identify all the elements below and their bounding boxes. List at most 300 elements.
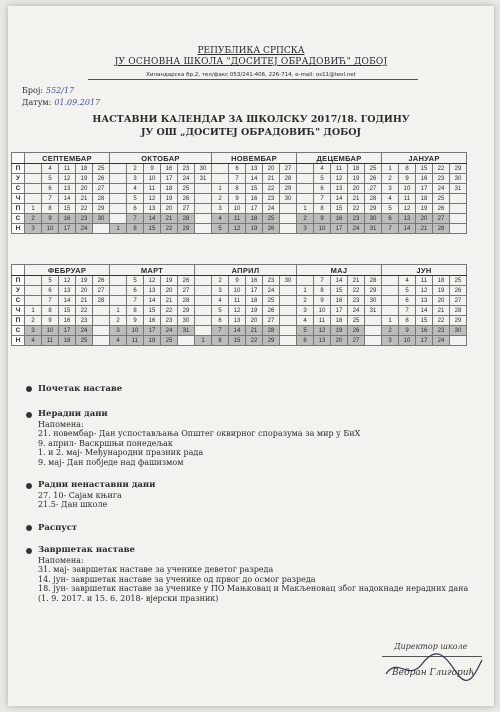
calendar-day-cell: 30 — [450, 174, 467, 184]
calendar-day-cell: 24 — [263, 286, 280, 296]
calendar-day-cell — [110, 214, 127, 224]
calendar-day-cell: 28 — [178, 214, 195, 224]
calendar-day-cell: 3 — [212, 286, 229, 296]
calendar-day-cell: 1 — [195, 336, 212, 346]
calendar-day-cell: 14 — [59, 194, 76, 204]
calendar-day-cell: 13 — [331, 184, 348, 194]
month-header: ЈУН — [382, 265, 467, 276]
calendar-day-cell: 5 — [297, 326, 314, 336]
calendar-day-cell: 10 — [314, 306, 331, 316]
calendar-day-cell: 26 — [348, 326, 365, 336]
calendar-day-cell — [110, 174, 127, 184]
calendar-day-cell: 29 — [93, 204, 110, 214]
calendar-day-cell — [450, 336, 467, 346]
calendar-day-cell — [110, 184, 127, 194]
calendar-day-cell: 4 — [127, 184, 144, 194]
legend-break-label: Распуст — [38, 523, 78, 533]
legend-item: 9. мај- Дан побједе над фашизмом — [38, 457, 184, 467]
legend-item: 9. април- Васкршњи понедељак — [38, 438, 173, 448]
calendar-day-cell: 9 — [399, 174, 416, 184]
calendar-day-cell: 19 — [161, 194, 178, 204]
calendar-day-cell: 16 — [59, 316, 76, 326]
calendar-day-cell — [382, 276, 399, 286]
calendar-day-cell: 10 — [42, 224, 59, 234]
calendar-day-cell: 11 — [416, 276, 433, 286]
calendar-day-cell: 11 — [331, 164, 348, 174]
calendar-day-cell: 17 — [331, 306, 348, 316]
calendar-day-cell: 24 — [76, 326, 93, 336]
calendar-day-cell: 23 — [433, 174, 450, 184]
legend-nonworking — [38, 410, 360, 467]
calendar-day-cell: 30 — [93, 214, 110, 224]
calendar-day-cell: 26 — [450, 286, 467, 296]
calendar-day-cell: 26 — [433, 204, 450, 214]
calendar-day-cell — [280, 326, 297, 336]
calendar-day-cell: 21 — [246, 326, 263, 336]
calendar-day-cell: 19 — [416, 204, 433, 214]
calendar-day-cell: 19 — [76, 276, 93, 286]
calendar-day-cell: 18 — [331, 316, 348, 326]
calendar-day-cell: 22 — [263, 184, 280, 194]
calendar-day-cell: 15 — [144, 224, 161, 234]
calendar-day-cell: 12 — [331, 174, 348, 184]
calendar-day-cell: 17 — [416, 184, 433, 194]
calendar-day-cell: 22 — [433, 164, 450, 174]
calendar-day-cell: 26 — [365, 174, 382, 184]
calendar-day-cell: 5 — [42, 174, 59, 184]
calendar-day-cell: 23 — [348, 296, 365, 306]
calendar-corner — [12, 153, 25, 164]
calendar-day-cell — [280, 336, 297, 346]
calendar-day-cell: 24 — [433, 184, 450, 194]
calendar-day-cell: 1 — [25, 204, 42, 214]
calendar-day-cell: 12 — [144, 194, 161, 204]
calendar-day-cell: 17 — [144, 326, 161, 336]
calendar-day-cell — [450, 224, 467, 234]
doc-date-label: Датум: — [22, 98, 52, 107]
calendar-day-cell: 20 — [76, 184, 93, 194]
calendar-day-cell: 9 — [399, 326, 416, 336]
calendar-day-cell: 21 — [76, 296, 93, 306]
calendar-day-cell: 11 — [229, 296, 246, 306]
calendar-day-cell: 10 — [399, 336, 416, 346]
calendar-day-cell: 1 — [382, 316, 399, 326]
calendar-day-cell: 4 — [25, 336, 42, 346]
calendar-day-cell: 2 — [212, 194, 229, 204]
calendar-day-cell: 27 — [450, 296, 467, 306]
calendar-day-cell: 2 — [25, 316, 42, 326]
calendar-day-cell: 24 — [161, 326, 178, 336]
calendar-day-cell: 23 — [161, 316, 178, 326]
calendar-day-cell: 29 — [178, 224, 195, 234]
calendar-day-cell: 14 — [144, 296, 161, 306]
header-address: Хиландарска бр.2, тел/факс 053/241-406, 226-714, e-mail: os11@teol.net — [146, 72, 356, 78]
calendar-day-cell: 21 — [76, 194, 93, 204]
calendar-day-cell: 12 — [314, 326, 331, 336]
calendar-day-cell: 20 — [161, 286, 178, 296]
calendar-day-cell — [25, 184, 42, 194]
calendar-day-cell: 4 — [212, 214, 229, 224]
calendar-day-cell: 3 — [127, 174, 144, 184]
calendar-day-cell: 14 — [331, 194, 348, 204]
calendar-day-cell: 14 — [144, 214, 161, 224]
calendar-day-cell: 30 — [280, 194, 297, 204]
calendar-day-cell: 9 — [144, 164, 161, 174]
calendar-day-cell — [110, 276, 127, 286]
calendar-day-cell: 20 — [161, 204, 178, 214]
calendar-day-cell: 10 — [144, 174, 161, 184]
calendar-day-cell: 18 — [161, 184, 178, 194]
calendar-day-cell: 3 — [297, 306, 314, 316]
doc-number — [22, 86, 74, 95]
weekday-label: У — [12, 286, 25, 296]
legend-nonworking-title: Нерадни дани — [38, 409, 108, 419]
calendar-day-cell: 8 — [42, 204, 59, 214]
calendar-day-cell: 30 — [195, 164, 212, 174]
calendar-day-cell — [195, 326, 212, 336]
calendar-day-cell: 19 — [348, 174, 365, 184]
calendar-day-cell — [25, 296, 42, 306]
calendar-day-cell — [25, 194, 42, 204]
calendar-day-cell — [93, 336, 110, 346]
calendar-day-cell — [297, 194, 314, 204]
legend-start-label: Почетак наставе — [38, 384, 123, 394]
legend-working-title: Радни ненаставни дани — [38, 480, 156, 490]
calendar-day-cell: 20 — [348, 184, 365, 194]
calendar-day-cell: 10 — [399, 184, 416, 194]
calendar-day-cell: 12 — [229, 224, 246, 234]
calendar-day-cell: 15 — [416, 164, 433, 174]
calendar-day-cell: 21 — [416, 224, 433, 234]
calendar-day-cell: 30 — [450, 326, 467, 336]
calendar-day-cell: 6 — [297, 336, 314, 346]
calendar-day-cell: 21 — [348, 194, 365, 204]
calendar-day-cell: 28 — [365, 194, 382, 204]
calendar-day-cell — [280, 286, 297, 296]
calendar-day-cell: 8 — [127, 306, 144, 316]
calendar-day-cell: 16 — [246, 276, 263, 286]
calendar-day-cell: 6 — [229, 164, 246, 174]
calendar-day-cell: 23 — [76, 214, 93, 224]
calendar-day-cell: 24 — [348, 306, 365, 316]
calendar-day-cell: 15 — [59, 204, 76, 214]
calendar-day-cell: 12 — [229, 306, 246, 316]
header-rule — [88, 79, 418, 80]
calendar-day-cell — [110, 296, 127, 306]
calendar-day-cell: 17 — [246, 286, 263, 296]
calendar-day-cell: 14 — [399, 224, 416, 234]
calendar-day-cell: 19 — [246, 306, 263, 316]
calendar-day-cell: 28 — [93, 194, 110, 204]
legend-end-note: Напомена: — [38, 555, 84, 565]
calendar-day-cell — [110, 164, 127, 174]
calendar-day-cell — [93, 316, 110, 326]
calendar-day-cell: 9 — [42, 214, 59, 224]
calendar-row-2 — [11, 264, 467, 346]
month-header: НОВЕМБАР — [212, 153, 297, 164]
calendar-day-cell: 18 — [144, 336, 161, 346]
legend-start — [38, 384, 122, 395]
calendar-day-cell: 20 — [433, 296, 450, 306]
calendar-day-cell: 18 — [246, 296, 263, 306]
calendar-day-cell — [297, 164, 314, 174]
calendar-day-cell — [93, 306, 110, 316]
calendar-day-cell: 5 — [212, 224, 229, 234]
calendar-day-cell: 5 — [127, 194, 144, 204]
weekday-label: П — [12, 316, 25, 326]
calendar-day-cell: 5 — [314, 174, 331, 184]
calendar-day-cell: 14 — [229, 326, 246, 336]
calendar-day-cell: 13 — [416, 296, 433, 306]
calendar-day-cell — [25, 174, 42, 184]
calendar-day-cell: 27 — [178, 286, 195, 296]
calendar-day-cell: 1 — [25, 306, 42, 316]
calendar-day-cell: 28 — [433, 224, 450, 234]
calendar-day-cell: 3 — [297, 224, 314, 234]
title-line-2: ЈУ ОШ „ДОСИТЕЈ ОБРАДОВИЋ" ДОБОЈ — [141, 127, 361, 138]
calendar-day-cell: 9 — [42, 316, 59, 326]
calendar-day-cell: 20 — [76, 286, 93, 296]
calendar-day-cell — [110, 194, 127, 204]
calendar-day-cell — [297, 276, 314, 286]
calendar-day-cell: 2 — [110, 316, 127, 326]
calendar-day-cell — [280, 224, 297, 234]
calendar-day-cell: 29 — [365, 204, 382, 214]
calendar-day-cell: 25 — [93, 164, 110, 174]
calendar-day-cell: 18 — [433, 276, 450, 286]
month-header: ЈАНУАР — [382, 153, 467, 164]
calendar-day-cell: 13 — [229, 316, 246, 326]
calendar-day-cell: 25 — [178, 184, 195, 194]
calendar-day-cell — [280, 204, 297, 214]
calendar-day-cell: 5 — [399, 286, 416, 296]
calendar-day-cell — [93, 326, 110, 336]
calendar-day-cell: 17 — [59, 224, 76, 234]
header-school: ЈУ ОСНОВНА ШКОЛА "ДОСИТЕЈ ОБРАДОВИЋ" ДОБОЈ — [114, 57, 388, 67]
calendar-day-cell: 4 — [382, 194, 399, 204]
calendar-day-cell: 29 — [450, 164, 467, 174]
calendar-day-cell — [280, 214, 297, 224]
calendar-day-cell — [25, 164, 42, 174]
calendar-day-cell: 19 — [433, 286, 450, 296]
calendar-day-cell: 27 — [280, 164, 297, 174]
calendar-day-cell: 4 — [42, 164, 59, 174]
calendar-day-cell — [195, 286, 212, 296]
calendar-day-cell: 15 — [229, 336, 246, 346]
calendar-day-cell: 2 — [212, 276, 229, 286]
calendar-day-cell: 26 — [93, 174, 110, 184]
weekday-label: П — [12, 276, 25, 286]
calendar-day-cell — [365, 316, 382, 326]
header-republic: РЕПУБЛИКА СРПСКА — [197, 46, 305, 56]
calendar-day-cell — [212, 164, 229, 174]
calendar-day-cell: 26 — [178, 276, 195, 286]
calendar-day-cell: 13 — [59, 286, 76, 296]
calendar-day-cell: 12 — [399, 204, 416, 214]
handwritten-signature — [378, 646, 488, 686]
calendar-day-cell: 29 — [178, 306, 195, 316]
calendar-day-cell: 7 — [212, 326, 229, 336]
calendar-day-cell: 26 — [178, 194, 195, 204]
calendar-day-cell: 28 — [93, 296, 110, 306]
calendar-day-cell: 20 — [246, 316, 263, 326]
legend-item: 21. новембар- Дан успостављања Општег оквирног споразума за мир у БиХ — [38, 429, 361, 438]
calendar-day-cell: 19 — [161, 276, 178, 286]
calendar-day-cell: 25 — [161, 336, 178, 346]
calendar-day-cell: 6 — [212, 316, 229, 326]
calendar-day-cell: 9 — [229, 276, 246, 286]
calendar-day-cell: 1 — [297, 204, 314, 214]
month-header: ДЕЦЕМБАР — [297, 153, 382, 164]
calendar-day-cell: 28 — [365, 276, 382, 286]
calendar-day-cell: 7 — [314, 194, 331, 204]
weekday-label: Н — [12, 336, 25, 346]
calendar-day-cell: 18 — [59, 336, 76, 346]
calendar-day-cell: 22 — [76, 306, 93, 316]
signature-name: Ведран Глигорић — [392, 668, 475, 678]
bullet-dot — [26, 525, 32, 531]
bullet-dot — [26, 483, 32, 489]
calendar-day-cell: 11 — [229, 214, 246, 224]
calendar-day-cell — [382, 286, 399, 296]
calendar-day-cell: 22 — [348, 286, 365, 296]
calendar-day-cell: 17 — [416, 336, 433, 346]
calendar-day-cell: 22 — [246, 336, 263, 346]
legend-item: 18. јун- завршетак наставе за ученике у ПО Мањковац и Макљеновац због надокнаде нерадних дана (1. 9. 2017. и 15. 6. 2018- вјерски празник) — [38, 584, 469, 603]
calendar-day-cell: 10 — [229, 204, 246, 214]
calendar-day-cell: 25 — [365, 164, 382, 174]
calendar-day-cell: 15 — [246, 184, 263, 194]
calendar-day-cell: 16 — [331, 296, 348, 306]
calendar-day-cell: 22 — [76, 204, 93, 214]
month-header: СЕПТЕМБАР — [25, 153, 110, 164]
calendar-day-cell: 22 — [433, 316, 450, 326]
calendar-day-cell — [280, 306, 297, 316]
legend-note-label: Напомена: — [38, 419, 84, 429]
calendar-day-cell — [212, 174, 229, 184]
calendar-day-cell: 18 — [76, 164, 93, 174]
month-header: ОКТОБАР — [110, 153, 212, 164]
calendar-day-cell: 28 — [178, 296, 195, 306]
calendar-day-cell: 26 — [263, 306, 280, 316]
calendar-day-cell: 25 — [348, 316, 365, 326]
calendar-day-cell: 2 — [297, 296, 314, 306]
calendar-day-cell: 29 — [263, 336, 280, 346]
calendar-day-cell: 12 — [59, 276, 76, 286]
bullet-dot — [26, 412, 32, 418]
calendar-day-cell: 27 — [93, 184, 110, 194]
calendar-day-cell: 25 — [76, 336, 93, 346]
calendar-day-cell: 16 — [161, 164, 178, 174]
calendar-day-cell: 3 — [25, 326, 42, 336]
calendar-day-cell: 28 — [280, 174, 297, 184]
doc-date-value: 01.09.2017 — [54, 98, 101, 107]
calendar-day-cell — [110, 204, 127, 214]
calendar-day-cell: 31 — [365, 306, 382, 316]
calendar-day-cell: 1 — [297, 286, 314, 296]
calendar-day-cell: 19 — [76, 174, 93, 184]
calendar-day-cell: 9 — [314, 296, 331, 306]
calendar-day-cell: 27 — [433, 214, 450, 224]
calendar-day-cell: 13 — [59, 184, 76, 194]
calendar-day-cell: 15 — [144, 306, 161, 316]
calendar-day-cell: 4 — [314, 164, 331, 174]
calendar-day-cell: 12 — [144, 276, 161, 286]
calendar-day-cell: 7 — [127, 214, 144, 224]
calendar-day-cell: 16 — [144, 316, 161, 326]
calendar-day-cell: 31 — [178, 326, 195, 336]
month-header: МАРТ — [110, 265, 195, 276]
calendar-day-cell: 13 — [314, 336, 331, 346]
bullet-dot — [26, 548, 32, 554]
calendar-day-cell: 19 — [246, 224, 263, 234]
calendar-day-cell: 20 — [263, 164, 280, 174]
calendar-day-cell — [25, 286, 42, 296]
weekday-label: С — [12, 214, 25, 224]
calendar-day-cell: 16 — [416, 326, 433, 336]
calendar-day-cell: 4 — [110, 336, 127, 346]
calendar-day-cell — [280, 296, 297, 306]
calendar-day-cell: 3 — [382, 336, 399, 346]
weekday-label: С — [12, 326, 25, 336]
calendar-day-cell: 7 — [42, 296, 59, 306]
calendar-day-cell — [382, 306, 399, 316]
calendar-day-cell: 17 — [161, 174, 178, 184]
calendar-day-cell: 24 — [263, 204, 280, 214]
calendar-day-cell: 2 — [127, 164, 144, 174]
weekday-label: Ч — [12, 306, 25, 316]
calendar-day-cell: 7 — [127, 296, 144, 306]
calendar-day-cell: 8 — [229, 184, 246, 194]
calendar-day-cell — [450, 194, 467, 204]
calendar-day-cell: 27 — [263, 316, 280, 326]
calendar-day-cell: 13 — [399, 214, 416, 224]
calendar-day-cell: 16 — [59, 214, 76, 224]
calendar-day-cell: 6 — [42, 286, 59, 296]
calendar-day-cell: 3 — [25, 224, 42, 234]
calendar-day-cell: 10 — [314, 224, 331, 234]
calendar-day-cell: 30 — [365, 296, 382, 306]
calendar-day-cell: 25 — [450, 276, 467, 286]
calendar-day-cell — [195, 184, 212, 194]
calendar-day-cell: 15 — [59, 306, 76, 316]
doc-date — [22, 98, 100, 107]
weekday-label: С — [12, 184, 25, 194]
calendar-day-cell: 24 — [76, 224, 93, 234]
calendar-day-cell: 22 — [348, 204, 365, 214]
document-page — [8, 6, 494, 706]
calendar-day-cell: 12 — [59, 174, 76, 184]
calendar-day-cell — [280, 316, 297, 326]
calendar-day-cell: 20 — [416, 214, 433, 224]
calendar-day-cell: 2 — [25, 214, 42, 224]
calendar-day-cell: 8 — [399, 316, 416, 326]
calendar-day-cell: 21 — [348, 276, 365, 286]
calendar-day-cell: 13 — [246, 164, 263, 174]
calendar-day-cell: 24 — [178, 174, 195, 184]
calendar-day-cell: 1 — [382, 164, 399, 174]
calendar-day-cell: 25 — [263, 214, 280, 224]
calendar-day-cell: 8 — [399, 164, 416, 174]
calendar-day-cell — [178, 336, 195, 346]
calendar-day-cell — [382, 296, 399, 306]
calendar-day-cell — [297, 174, 314, 184]
calendar-day-cell: 27 — [348, 336, 365, 346]
calendar-day-cell: 19 — [331, 326, 348, 336]
calendar-day-cell: 18 — [246, 214, 263, 224]
calendar-day-cell: 23 — [178, 164, 195, 174]
weekday-label: П — [12, 164, 25, 174]
